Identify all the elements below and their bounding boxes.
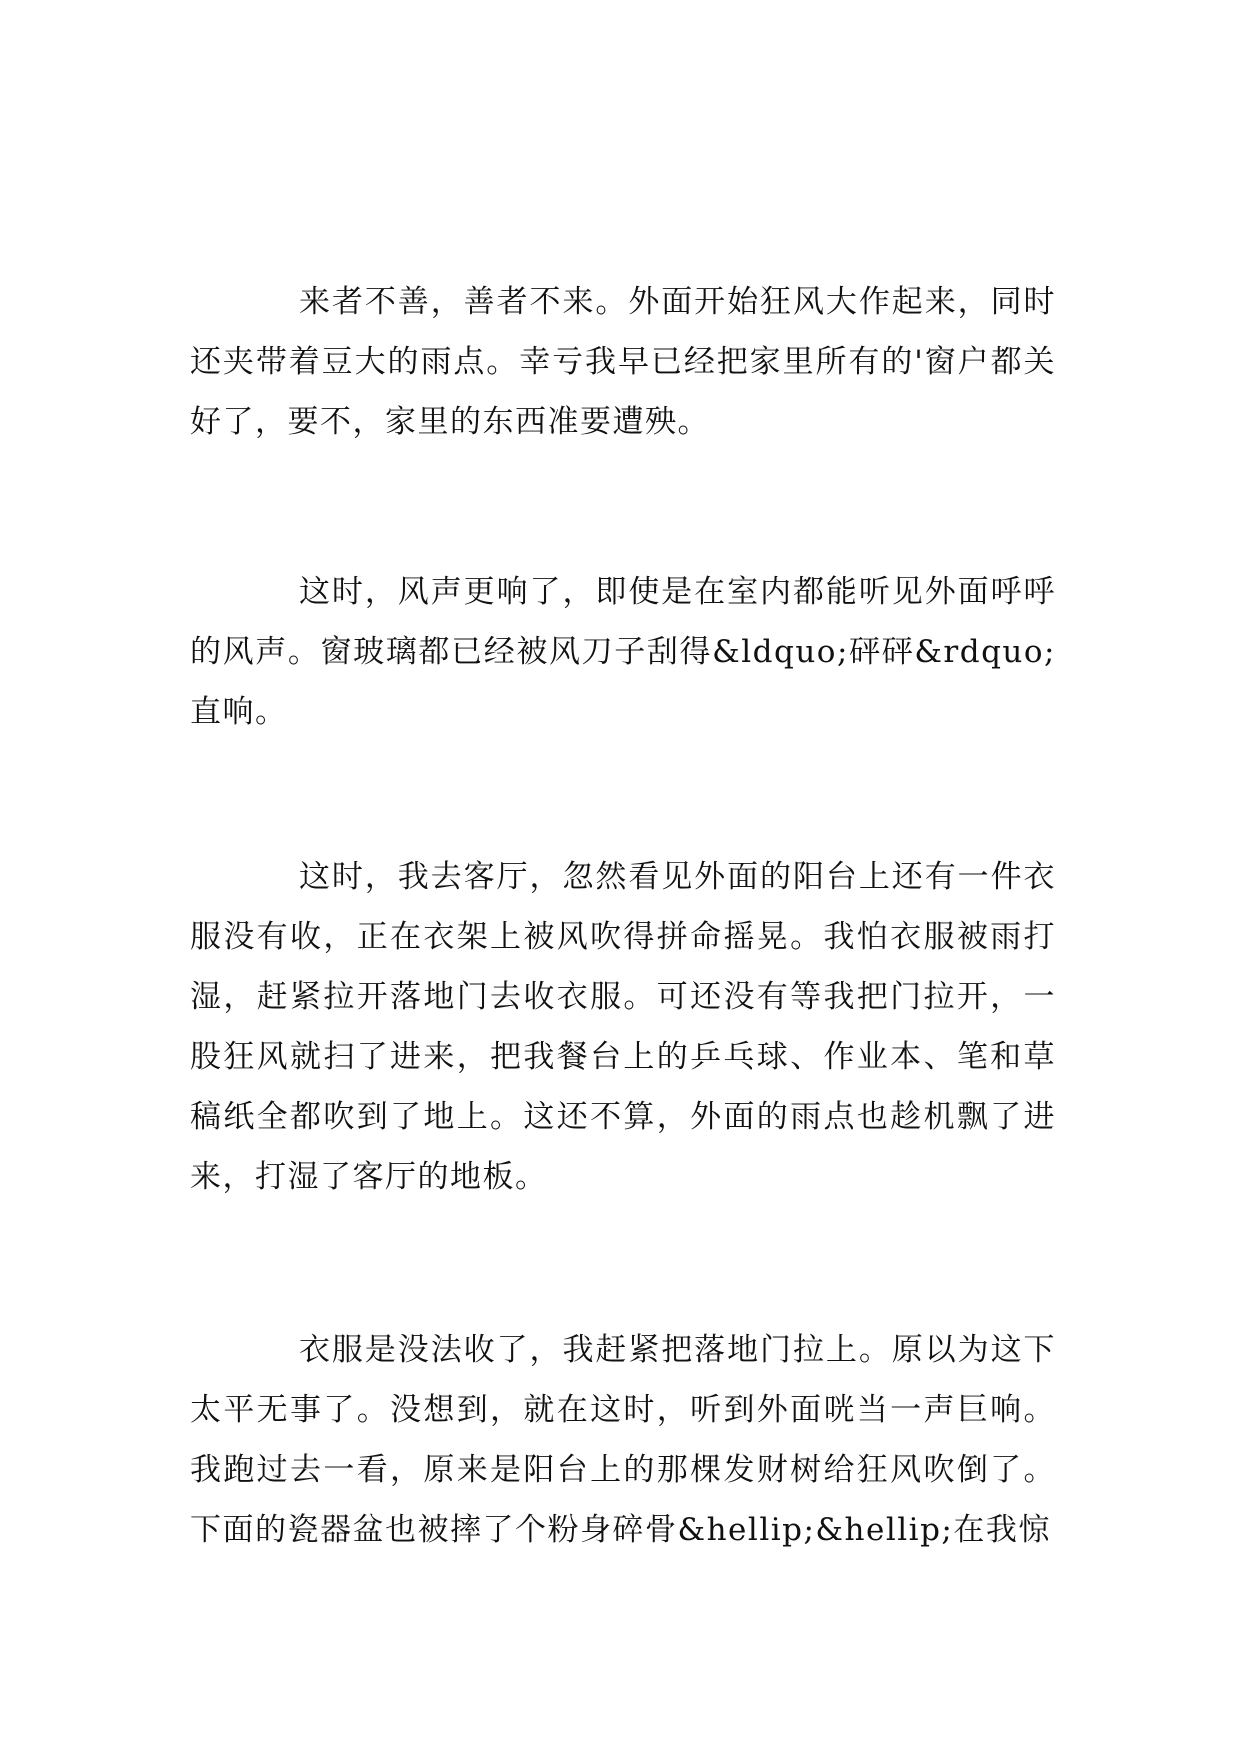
paragraph-1: 来者不善，善者不来。外面开始狂风大作起来，同时还夹带着豆大的雨点。幸亏我早已经把家里所有的'窗户都关好了，要不，家里的东西准要遭殃。 xyxy=(190,284,1056,440)
paragraph-4: 衣服是没法收了，我赶紧把落地门拉上。原以为这下太平无事了。没想到，就在这时，听到外面咣当一声巨响。我跑过去一看，原来是阳台上的那棵发财树给狂风吹倒了。下面的瓷器盆也被摔了个粉身碎骨&hellip;&hellip;在我惊 xyxy=(190,1332,1056,1548)
paragraph-3: 这时，我去客厅，忽然看见外面的阳台上还有一件衣服没有收，正在衣架上被风吹得拼命摇晃。我怕衣服被雨打湿，赶紧拉开落地门去收衣服。可还没有等我把门拉开，一股狂风就扫了进来，把我餐台上的乒乓球、作业本、笔和草稿纸全都吹到了地上。这还不算，外面的雨点也趁机飘了进来，打湿了客厅的地板。 xyxy=(190,859,1056,1195)
paragraph-2: 这时，风声更响了，即使是在室内都能听见外面呼呼的风声。窗玻璃都已经被风刀子刮得&ldquo;砰砰&rdquo;直响。 xyxy=(190,574,1056,730)
